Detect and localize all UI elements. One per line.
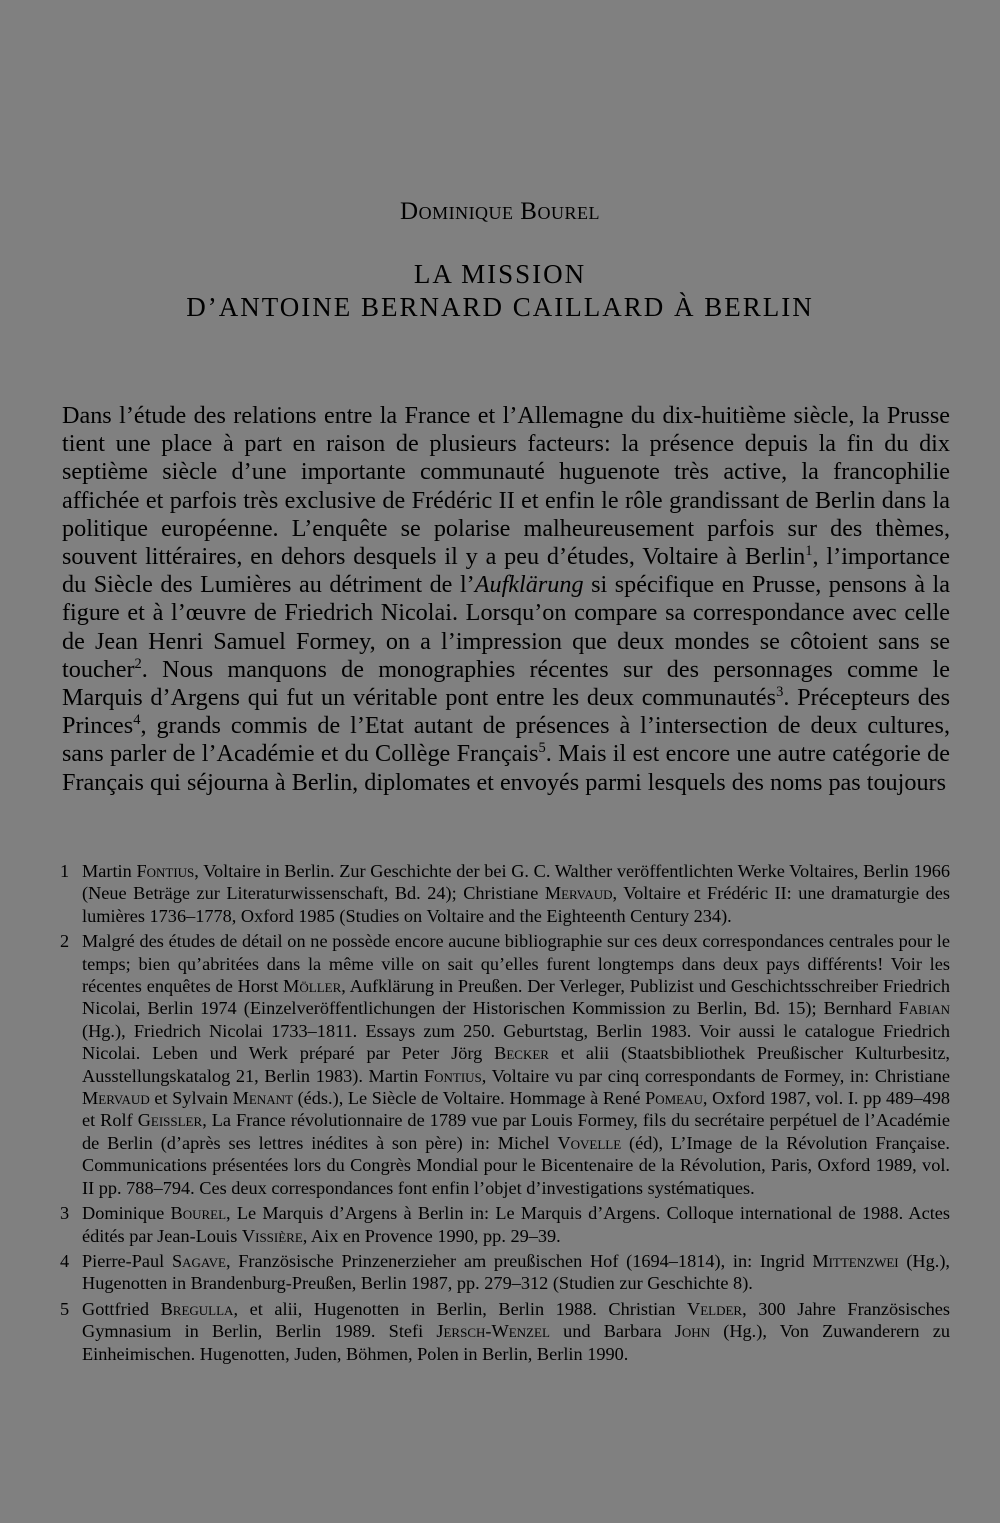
author-surname: Möller: [283, 976, 342, 997]
author-surname: Pomeau: [645, 1088, 703, 1109]
title-line-1: LA MISSION: [413, 259, 587, 289]
footnote-number: 4: [60, 1250, 70, 1271]
footnote-number: 2: [60, 931, 70, 952]
body-text: Dans l’étude des relations entre la France et l’Allemagne du dix-huitième siècle, la Prusse tient une place à part en raison de plusieurs facteurs: la présence depuis la fin du dix septième siècle d’une importante communauté huguenote très active, la francophilie affichée et parfois très exclusive de Frédéric II et enfin le rôle grandissant de Berlin dans la politique européenne. L’enquête se polarise malheureusement parfois sur des thèmes, souvent littéraires, en dehors desquels il y a peu d’études, Voltaire à Berlin: [62, 402, 950, 571]
author-surname: Bourel: [170, 1203, 227, 1224]
footnote-ref-4[interactable]: 4: [133, 712, 141, 729]
footnote-text: (éd), L’Image de la Révolution Française. Communications présentées lors du Congrès Mondial pour le Bicentenaire de la Révolution, Paris, Oxford 1989, vol. II pp. 788–794. Ces deux correspondances font enfin l’objet d’investigations systématiques.: [82, 1132, 950, 1198]
footnote-text: , La France révolutionnaire de 1789 vue par Louis Formey, fils du secrétaire perpétuel de l’Académie de Berlin (d’après ses lettres inédites à son père) in: Michel: [82, 1110, 950, 1153]
footnote-text: Malgré des études de détail on ne possède encore aucune bibliographie sur ces deux correspondances centrales pour le temps; bien qu’abritées dans la même ville on sait qu’elles furent longtemps dans deux pays différents! Voir les récentes enquêtes de Horst: [82, 931, 950, 997]
author-surname: Mervaud: [544, 883, 613, 904]
author-surname: Fontius: [136, 861, 195, 881]
footnote-text: Martin: [82, 861, 137, 881]
footnote-text: , Französische Prinzenerzieher am preußischen Hof (1694–1814), in: Ingrid: [225, 1250, 813, 1271]
author-surname: Sagave: [171, 1250, 226, 1271]
title-line-2: D’ANTOINE BERNARD CAILLARD À BERLIN: [186, 292, 814, 322]
author-name: Dominique Bourel: [400, 198, 600, 225]
article-title: [0, 258, 1000, 324]
footnote-ref-3[interactable]: 3: [776, 683, 784, 700]
footnote-text: et alii (Staatsbibliothek Preußischer Kulturbesitz, Ausstellungskatalog 21, Berlin 1983). Martin: [82, 1043, 951, 1086]
footnote-4: [60, 1250, 950, 1295]
footnote-text: und Barbara: [549, 1321, 675, 1342]
body-text: . Nous manquons de monographies récentes sur des personnages comme le Marquis d’Argens qui fut un véritable pont entre les deux communautés: [62, 655, 950, 712]
footnote-text: Pierre-Paul: [82, 1250, 172, 1271]
footnotes: [60, 860, 950, 1368]
author-surname: Geissler: [137, 1110, 203, 1131]
footnote-text: Gottfried: [82, 1298, 161, 1319]
footnote-number: 5: [60, 1298, 70, 1319]
footnote-text: , Voltaire vu par cinq correspondants de Formey, in: Christiane: [481, 1065, 950, 1086]
author-surname: Fabian: [898, 998, 950, 1019]
footnote-text: (éds.), Le Siècle de Voltaire. Hommage à René: [292, 1088, 646, 1109]
footnote-text: (Hg.), Hugenotten in Brandenburg-Preußen, Berlin 1987, pp. 279–312 (Studien zur Geschichte 8).: [82, 1250, 950, 1294]
author-surname: Becker: [494, 1043, 549, 1064]
footnote-ref-1[interactable]: 1: [805, 542, 813, 559]
footnote-text: , Aufklärung in Preußen. Der Verleger, Publizist und Geschichtsschreiber Friedrich Nicolai, Berlin 1974 (Einzelveröffentlichungen der Historischen Kommission zu Berlin, Bd. 15); Bernhard: [82, 976, 951, 1019]
author-surname: John: [674, 1321, 711, 1342]
body-text: , grands commis de l’Etat autant de présences à l’intersection de deux cultures, sans parler de l’Académie et du Collège Français: [62, 712, 950, 768]
footnote-text: , 300 Jahre Französisches Gymnasium in Berlin, Berlin 1989. Stefi: [82, 1298, 950, 1342]
footnote-text: , Aix en Provence 1990, pp. 29–39.: [302, 1225, 561, 1246]
footnote-text: , Voltaire et Frédéric II: une dramaturgie des lumières 1736–1778, Oxford 1985 (Studies on Voltaire and the Eighteenth Century 234).: [82, 883, 950, 926]
footnote-text: , Voltaire in Berlin. Zur Geschichte der bei G. C. Walther veröffentlichten Werke Voltaires, Berlin 1966 (Neue Beträge zur Literaturwissenschaft, Bd. 24); Christiane: [82, 861, 951, 904]
author-surname: Velder: [687, 1298, 743, 1319]
footnote-ref-2[interactable]: 2: [134, 655, 142, 672]
body-text: . Précepteurs des Princes: [62, 684, 950, 740]
footnote-number: 1: [60, 861, 70, 881]
author-surname: Vovelle: [557, 1132, 622, 1153]
body-text: si spécifique en Prusse, pensons à la figure et à l’œuvre de Friedrich Nicolai. Lorsqu’on compare sa correspondance avec celle de Jean Henri Samuel Formey, on a l’impression que deux mondes se côtoient sans se toucher: [62, 571, 950, 683]
author-surname: Mittenzwei: [812, 1250, 899, 1271]
footnote-5: [60, 1298, 950, 1365]
term-aufklarung: Aufklärung: [474, 571, 584, 599]
body-text: , l’importance du Siècle des Lumières au détriment de l’: [62, 543, 950, 599]
author-surname: Vissière: [241, 1225, 303, 1246]
author-surname: Mervaud: [82, 1088, 150, 1109]
footnote-number: 3: [60, 1203, 70, 1224]
footnote-text: , Oxford 1987, vol. I. pp 489–498 et Rolf: [82, 1088, 951, 1131]
footnote-text: , Le Marquis d’Argens à Berlin in: Le Marquis d’Argens. Colloque international de 1988. Actes édités par Jean-Louis: [82, 1203, 950, 1246]
footnote-text: Dominique: [82, 1203, 171, 1224]
body-paragraph: [62, 402, 950, 797]
footnote-text: , et alii, Hugenotten in Berlin, Berlin 1988. Christian: [233, 1298, 688, 1319]
footnote-2: [60, 930, 950, 1199]
footnote-text: et Sylvain: [149, 1088, 233, 1109]
body-text: . Mais il est encore une autre catégorie de Français qui séjourna à Berlin, diplomates et envoyés parmi lesquels des noms pas toujours: [62, 740, 950, 796]
footnote-ref-5[interactable]: 5: [538, 740, 546, 757]
footnote-1: [60, 860, 950, 927]
footnote-text: (Hg.), Von Zuwanderern zu Einheimischen. Hugenotten, Juden, Böhmen, Polen in Berlin, Berlin 1990.: [82, 1321, 950, 1364]
author-surname: Bregulla: [160, 1298, 234, 1319]
author-surname: Fontius: [423, 1065, 482, 1086]
footnote-3: [60, 1202, 950, 1247]
author-surname: Jersch-Wenzel: [436, 1321, 550, 1342]
author-surname: Menant: [232, 1088, 293, 1109]
footnote-text: (Hg.), Friedrich Nicolai 1733–1811. Essays zum 250. Geburtstag, Berlin 1983. Voir aussi le catalogue Friedrich Nicolai. Leben und Werk préparé par Peter Jörg: [82, 1020, 950, 1064]
